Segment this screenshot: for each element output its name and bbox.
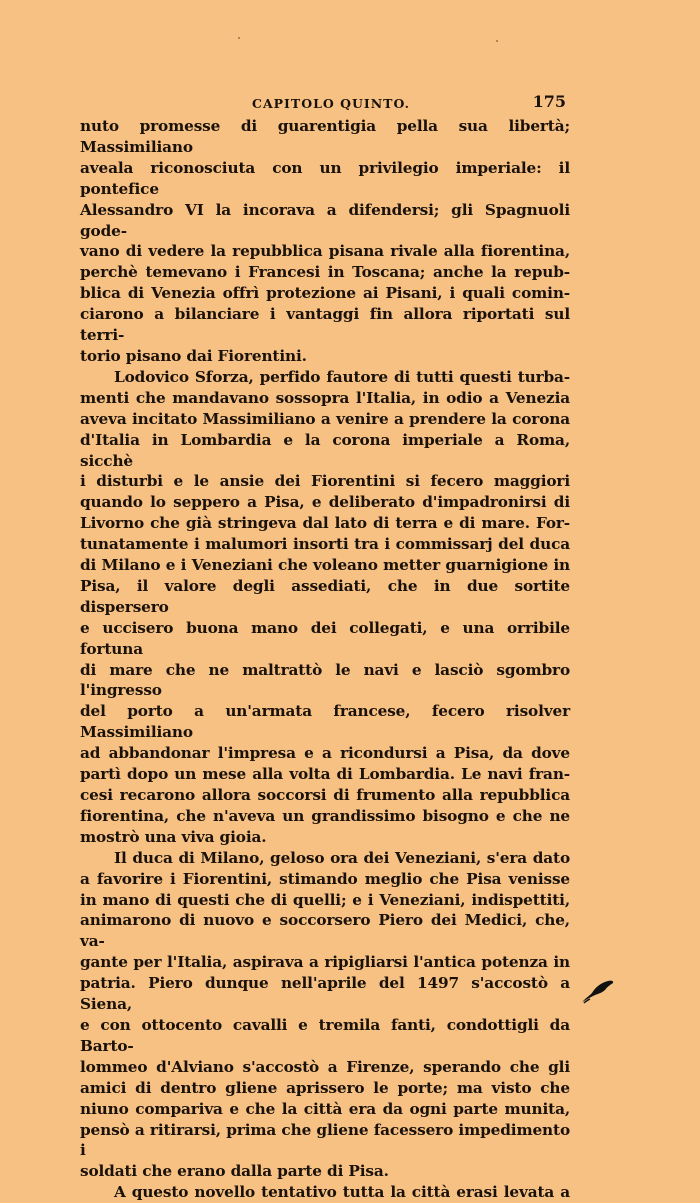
text-line: patria. Piero dunque nell'aprile del 1497 s'accostò a Siena,: [80, 974, 570, 1014]
text-line: Pisa, il valore degli assediati, che in due sortite dispersero: [80, 576, 570, 616]
book-page: [80, 92, 570, 1203]
paper-speck: [496, 40, 498, 42]
text-line: Lodovico Sforza, perfido fautore di tutti questi turba-: [114, 367, 570, 386]
text-line: amici di dentro gliene aprissero le porte; ma visto che: [80, 1078, 570, 1097]
text-line: aveva incitato Massimiliano a venire a prendere la corona: [80, 409, 570, 428]
text-line: lommeo d'Alviano s'accostò a Firenze, sperando che gli: [80, 1057, 570, 1076]
text-line: blica di Venezia offrì protezione ai Pisani, i quali comin-: [80, 284, 570, 303]
text-line: e uccisero buona mano dei collegati, e una orribile fortuna: [80, 618, 570, 658]
text-line: e con ottocento cavalli e tremila fanti, condottigli da Barto-: [80, 1015, 570, 1055]
text-line: vano di vedere la repubblica pisana rivale alla fiorentina,: [80, 242, 570, 261]
text-line: menti che mandavano sossopra l'Italia, in odio a Venezia: [80, 388, 570, 407]
text-line: di mare che ne maltrattò le navi e lasciò sgombro l'ingresso: [80, 660, 570, 700]
text-line: di Milano e i Veneziani che voleano metter guarnigione in: [80, 556, 570, 575]
paper-speck: [238, 37, 240, 39]
text-line: quando lo seppero a Pisa, e deliberato d'impadronirsi di: [80, 493, 570, 512]
text-line: tunatamente i malumori insorti tra i commissarj del duca: [80, 535, 570, 554]
text-line: Livorno che già stringeva dal lato di terra e di mare. For-: [80, 514, 570, 533]
text-line: fiorentina, che n'aveva un grandissimo bisogno e che ne: [80, 806, 570, 825]
text-line: torio pisano dai Fiorentini.: [80, 346, 307, 365]
text-line: del porto a un'armata francese, fecero risolver Massimiliano: [80, 702, 570, 742]
text-line: mostrò una viva gioia.: [80, 827, 267, 846]
text-line: ad abbandonar l'impresa e a ricondursi a Pisa, da dove: [80, 744, 570, 763]
text-line: animarono di nuovo e soccorsero Piero dei Medici, che, va-: [80, 911, 570, 951]
text-line: A questo novello tentativo tutta la città erasi levata a: [114, 1183, 570, 1202]
text-line: partì dopo un mese alla volta di Lombardia. Le navi fran-: [80, 765, 570, 784]
chapter-title: CAPITOLO QUINTO.: [252, 96, 410, 111]
text-line: pensò a ritirarsi, prima che gliene facessero impedimento i: [80, 1120, 570, 1160]
text-line: Il duca di Milano, geloso ora dei Veneziani, s'era dato: [114, 848, 570, 867]
text-line: a favorire i Fiorentini, stimando meglio che Pisa venisse: [80, 869, 570, 888]
text-line: i disturbi e le ansie dei Fiorentini si fecero maggiori: [80, 472, 570, 491]
text-line: aveala riconosciuta con un privilegio imperiale: il pontefice: [80, 158, 570, 198]
running-head: [80, 92, 570, 116]
text-line: perchè temevano i Francesi in Toscana; anche la repub-: [80, 263, 570, 282]
text-line: in mano di questi che di quelli; e i Veneziani, indispettiti,: [80, 890, 570, 909]
text-line: niuno compariva e che la città era da ogni parte munita,: [80, 1099, 570, 1118]
body-text: [80, 116, 570, 1203]
text-line: cesi recarono allora soccorsi di frumento alla repubblica: [80, 786, 570, 804]
text-line: gante per l'Italia, aspirava a ripigliarsi l'antica potenza in: [80, 953, 570, 972]
text-line: nuto promesse di guarentigia pella sua libertà; Massimiliano: [80, 117, 570, 156]
text-line: soldati che erano dalla parte di Pisa.: [80, 1162, 389, 1181]
text-line: Alessandro VI la incorava a difendersi; gli Spagnuoli gode-: [80, 200, 570, 240]
page-number: 175: [532, 92, 566, 111]
ink-blot-icon: [580, 978, 616, 1004]
text-line: d'Italia in Lombardia e la corona imperiale a Roma, sicchè: [80, 430, 570, 470]
text-line: ciarono a bilanciare i vantaggi fin allora riportati sul terri-: [80, 305, 570, 345]
